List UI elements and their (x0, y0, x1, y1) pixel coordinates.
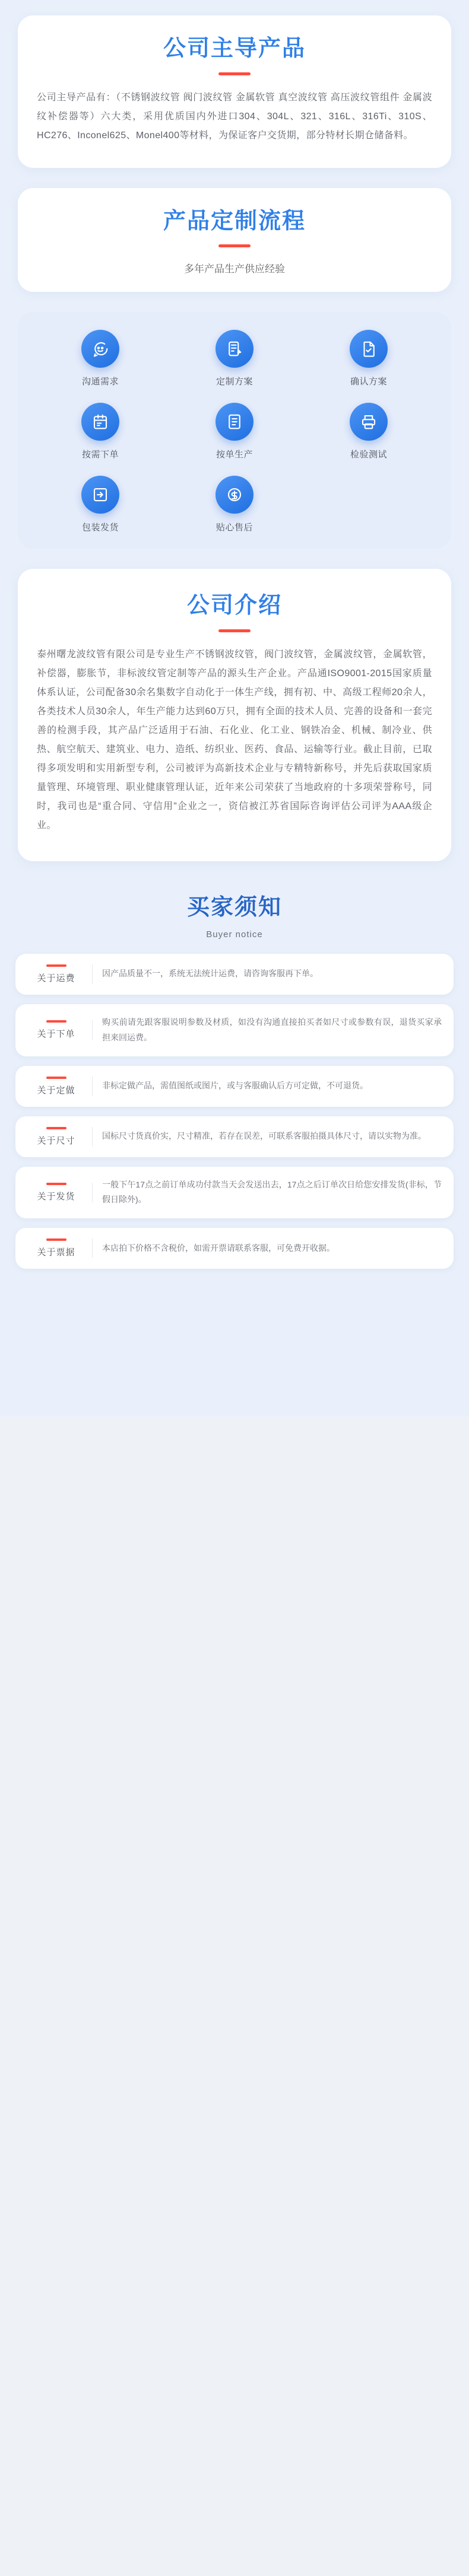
process-step-5[interactable] (302, 403, 436, 460)
notice-text: 购买前请先跟客服说明参数及材质，如没有沟通直接拍买者如尺寸或参数有误，退货买家承担来回运费。 (102, 1017, 442, 1042)
notice-dash (46, 1238, 66, 1241)
title-underline (218, 629, 251, 632)
process-grid (33, 330, 436, 533)
title-underline (218, 72, 251, 75)
notice-key (27, 1238, 93, 1258)
process-grid-panel (18, 312, 451, 549)
products-card (18, 15, 451, 168)
process-step-6[interactable] (33, 476, 167, 533)
list-item (15, 1004, 454, 1056)
notice-text: 非标定做产品，需值图纸或图片，或与客服确认后方可定做，不可退货。 (102, 1081, 368, 1091)
chat-smile-icon (81, 330, 119, 368)
process-step-1[interactable] (167, 330, 302, 387)
process-step-0[interactable] (33, 330, 167, 387)
notice-dash (46, 1127, 66, 1129)
process-step-label: 定制方案 (216, 377, 253, 387)
top-spacer (0, 0, 469, 15)
process-title-block (37, 208, 432, 248)
calendar-order-icon (81, 403, 119, 441)
products-body: 公司主导产品有：（不锈钢波纹管 阀门波纹管 金属软管 真空波纹管 高压波纹管组件 金属波纹补偿器等）六大类，采用优质国内外进口304、304L、321、316L、316Ti、310S、HC276、Inconel625、Monel400等材料，为保证客户交货期，部分特材长期仓储备料。 (37, 92, 432, 141)
notice-text: 国标尺寸货真价实，尺寸精准，若存在误差，可联系客服拍摄具体尺寸，请以实物为准。 (102, 1131, 426, 1141)
notice-dash (46, 1183, 66, 1185)
notice-key (27, 1183, 93, 1202)
notice-key (27, 964, 93, 984)
pen-plan-icon (216, 330, 253, 368)
list-item (15, 1228, 454, 1269)
shipping-box-icon (81, 476, 119, 514)
list-item (15, 954, 454, 995)
process-header-card (18, 188, 451, 292)
process-step-label: 按单生产 (216, 450, 253, 460)
products-title: 公司主导产品 (163, 36, 306, 61)
list-item (15, 1167, 454, 1219)
process-subtitle: 多年产品生产供应经验 (184, 263, 285, 275)
title-underline (218, 244, 251, 247)
notice-dash (46, 964, 66, 967)
company-body: 泰州曙龙波纹管有限公司是专业生产不锈钢波纹管，阀门波纹管，金属波纹管，金属软管，补偿器，膨胀节，非标波纹管定制等产品的源头生产企业。产品通ISO9001-2015国家质量体系认证，公司配备30余名集数字自动化于一体生产线，拥有初、中、高级工程师20余人，各类技术人员30余人，年生产能力达到60万只，拥有全面的技术人员、完善的设备和一套完善的检测手段，其产品广泛适用于石油、石化业、化工业、钢铁冶金、机械、制冷业、供热、航空航天、建筑业、电力、造纸、纺织业、医药、食品、运输等行业。截止目前，已取得多项发明和实用新型专利，公司被评为高新技术企业与专精特新称号，并先后获取国家质量管理、环境管理、职业健康管理认证，近年来公司荣获了当地政府的十多项荣誉称号，同时，我司也是“重合同、守信用”企业之一，资信被江苏省国际咨询评估公司评为AAA级企业。 (37, 649, 432, 830)
notice-key (27, 1077, 93, 1096)
company-title-block (37, 593, 432, 632)
process-step-label: 按需下单 (81, 450, 119, 460)
notice-key-label: 关于发货 (37, 1191, 75, 1202)
production-list-icon (216, 403, 253, 441)
process-step-label: 确认方案 (350, 377, 387, 387)
process-step-4[interactable] (167, 403, 302, 460)
process-step-label: 检验测试 (350, 450, 387, 460)
notice-dash (46, 1020, 66, 1023)
process-step-label: 沟通需求 (81, 377, 119, 387)
buyer-notice-header (0, 889, 469, 940)
notice-key-label: 关于票据 (37, 1247, 75, 1258)
service-refresh-icon (216, 476, 253, 514)
company-title: 公司介绍 (186, 593, 282, 619)
process-step-label: 包装发货 (81, 523, 119, 533)
notice-text: 因产品质量不一，系统无法统计运费，请咨询客服再下单。 (102, 969, 318, 979)
buyer-notice-title: 买家须知 (186, 894, 282, 920)
notice-dash (46, 1077, 66, 1079)
process-step-7[interactable] (167, 476, 302, 533)
buyer-notice-list (15, 954, 454, 1269)
notice-key-label: 关于定做 (37, 1085, 75, 1096)
process-step-3[interactable] (33, 403, 167, 460)
notice-key-label: 关于运费 (37, 973, 75, 983)
notice-key (27, 1127, 93, 1147)
printer-test-icon (350, 403, 388, 441)
list-item (15, 1066, 454, 1107)
notice-key-label: 关于下单 (37, 1029, 75, 1040)
notice-key (27, 1020, 93, 1040)
notice-text: 一般下午17点之前订单成功付款当天会发送出去，17点之后订单次日给您安排发货(非标，节假日除外)。 (102, 1179, 442, 1205)
products-title-block (37, 36, 432, 75)
buyer-notice-subtitle: Buyer notice (206, 929, 263, 940)
notice-text: 本店拍下价格不含税价，如需开票请联系客服，可免费开收据。 (102, 1243, 335, 1253)
company-intro-card (18, 569, 451, 861)
process-step-label: 贴心售后 (216, 523, 253, 533)
list-item (15, 1116, 454, 1157)
notice-key-label: 关于尺寸 (37, 1135, 75, 1146)
process-title: 产品定制流程 (163, 208, 306, 234)
process-step-2[interactable] (302, 330, 436, 387)
document-check-icon (350, 330, 388, 368)
